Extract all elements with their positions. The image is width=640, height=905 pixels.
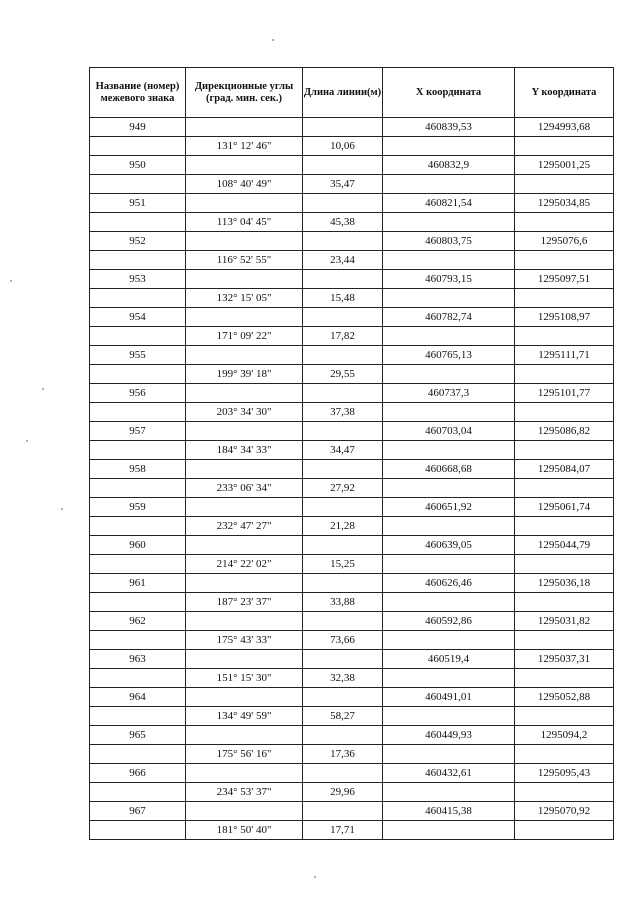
cell-line-length [303, 194, 383, 213]
cell-y-coordinate: 1295070,92 [515, 802, 614, 821]
cell-mark-name [90, 821, 186, 840]
table-row [90, 612, 614, 631]
cell-line-length: 17,82 [303, 327, 383, 346]
table-row [90, 764, 614, 783]
cell-y-coordinate: 1295086,82 [515, 422, 614, 441]
cell-mark-name [90, 137, 186, 156]
table-row [90, 707, 614, 726]
cell-mark-name [90, 707, 186, 726]
cell-mark-name [90, 289, 186, 308]
cell-line-length [303, 232, 383, 251]
header-x-coordinate: X координата [383, 68, 515, 118]
cell-line-length [303, 498, 383, 517]
cell-mark-name [90, 327, 186, 346]
cell-direction-angle: 134° 49' 59" [186, 707, 303, 726]
cell-x-coordinate [383, 327, 515, 346]
cell-y-coordinate [515, 517, 614, 536]
table-row [90, 688, 614, 707]
cell-mark-name: 962 [90, 612, 186, 631]
cell-line-length: 29,55 [303, 365, 383, 384]
cell-line-length [303, 802, 383, 821]
cell-direction-angle: 214° 22' 02" [186, 555, 303, 574]
cell-direction-angle [186, 764, 303, 783]
cell-mark-name [90, 175, 186, 194]
cell-x-coordinate: 460782,74 [383, 308, 515, 327]
cell-y-coordinate: 1295111,71 [515, 346, 614, 365]
cell-x-coordinate [383, 251, 515, 270]
cell-line-length [303, 612, 383, 631]
cell-line-length: 34,47 [303, 441, 383, 460]
cell-mark-name: 955 [90, 346, 186, 365]
cell-y-coordinate [515, 669, 614, 688]
cell-y-coordinate: 1295031,82 [515, 612, 614, 631]
scan-speck [10, 280, 12, 282]
table-row [90, 232, 614, 251]
cell-mark-name [90, 479, 186, 498]
cell-mark-name [90, 783, 186, 802]
cell-x-coordinate: 460639,05 [383, 536, 515, 555]
cell-mark-name [90, 251, 186, 270]
cell-y-coordinate: 1294993,68 [515, 118, 614, 137]
cell-x-coordinate: 460626,46 [383, 574, 515, 593]
table-row [90, 650, 614, 669]
cell-line-length: 32,38 [303, 669, 383, 688]
table-row [90, 479, 614, 498]
cell-line-length [303, 726, 383, 745]
cell-mark-name: 956 [90, 384, 186, 403]
cell-line-length [303, 574, 383, 593]
cell-line-length: 17,36 [303, 745, 383, 764]
cell-mark-name: 950 [90, 156, 186, 175]
cell-x-coordinate [383, 175, 515, 194]
table-row [90, 460, 614, 479]
cell-y-coordinate [515, 783, 614, 802]
cell-x-coordinate [383, 403, 515, 422]
cell-direction-angle: 234° 53' 37" [186, 783, 303, 802]
cell-direction-angle: 184° 34' 33" [186, 441, 303, 460]
table-row [90, 821, 614, 840]
table-row [90, 289, 614, 308]
cell-mark-name: 963 [90, 650, 186, 669]
scan-speck [272, 39, 274, 41]
cell-y-coordinate [515, 745, 614, 764]
cell-line-length: 15,25 [303, 555, 383, 574]
cell-x-coordinate [383, 517, 515, 536]
table-row [90, 783, 614, 802]
cell-mark-name: 964 [90, 688, 186, 707]
cell-y-coordinate [515, 137, 614, 156]
cell-direction-angle [186, 536, 303, 555]
cell-direction-angle: 232° 47' 27" [186, 517, 303, 536]
cell-y-coordinate: 1295037,31 [515, 650, 614, 669]
cell-line-length: 27,92 [303, 479, 383, 498]
table-row [90, 384, 614, 403]
cell-direction-angle: 116° 52' 55" [186, 251, 303, 270]
cell-x-coordinate: 460449,93 [383, 726, 515, 745]
cell-direction-angle: 151° 15' 30" [186, 669, 303, 688]
cell-x-coordinate [383, 745, 515, 764]
cell-y-coordinate [515, 251, 614, 270]
cell-x-coordinate: 460821,54 [383, 194, 515, 213]
cell-line-length: 17,71 [303, 821, 383, 840]
cell-x-coordinate: 460432,61 [383, 764, 515, 783]
cell-direction-angle: 203° 34' 30" [186, 403, 303, 422]
cell-direction-angle [186, 308, 303, 327]
cell-direction-angle [186, 346, 303, 365]
header-mark-name: Название (номер) межевого знака [90, 68, 186, 118]
cell-y-coordinate: 1295097,51 [515, 270, 614, 289]
cell-y-coordinate [515, 479, 614, 498]
cell-x-coordinate: 460793,15 [383, 270, 515, 289]
cell-y-coordinate [515, 213, 614, 232]
cell-mark-name: 954 [90, 308, 186, 327]
table-row [90, 118, 614, 137]
cell-x-coordinate: 460765,13 [383, 346, 515, 365]
cell-direction-angle [186, 726, 303, 745]
cell-line-length [303, 156, 383, 175]
cell-mark-name [90, 441, 186, 460]
table-row [90, 156, 614, 175]
scan-speck [26, 440, 28, 442]
cell-line-length: 45,38 [303, 213, 383, 232]
table-row [90, 422, 614, 441]
cell-direction-angle: 132° 15' 05" [186, 289, 303, 308]
cell-mark-name [90, 365, 186, 384]
cell-mark-name [90, 593, 186, 612]
scan-speck [42, 388, 44, 390]
cell-x-coordinate [383, 479, 515, 498]
cell-mark-name: 951 [90, 194, 186, 213]
cell-y-coordinate [515, 593, 614, 612]
cell-y-coordinate [515, 289, 614, 308]
cell-x-coordinate: 460839,53 [383, 118, 515, 137]
cell-y-coordinate [515, 707, 614, 726]
cell-line-length [303, 536, 383, 555]
table-row [90, 745, 614, 764]
cell-direction-angle [186, 270, 303, 289]
cell-direction-angle [186, 118, 303, 137]
cell-direction-angle: 113° 04' 45" [186, 213, 303, 232]
cell-mark-name: 957 [90, 422, 186, 441]
cell-mark-name: 966 [90, 764, 186, 783]
cell-mark-name: 952 [90, 232, 186, 251]
cell-direction-angle [186, 688, 303, 707]
cell-x-coordinate: 460703,04 [383, 422, 515, 441]
table-row [90, 365, 614, 384]
table-row [90, 555, 614, 574]
cell-mark-name: 953 [90, 270, 186, 289]
cell-line-length [303, 384, 383, 403]
table-row [90, 536, 614, 555]
cell-y-coordinate [515, 365, 614, 384]
cell-direction-angle [186, 802, 303, 821]
cell-mark-name [90, 517, 186, 536]
table-row [90, 593, 614, 612]
cell-y-coordinate [515, 555, 614, 574]
cell-x-coordinate [383, 137, 515, 156]
cell-y-coordinate: 1295044,79 [515, 536, 614, 555]
cell-direction-angle: 233° 06' 34" [186, 479, 303, 498]
cell-x-coordinate: 460519,4 [383, 650, 515, 669]
table-row [90, 517, 614, 536]
cell-y-coordinate: 1295094,2 [515, 726, 614, 745]
cell-direction-angle: 181° 50' 40" [186, 821, 303, 840]
cell-line-length: 58,27 [303, 707, 383, 726]
cell-direction-angle [186, 232, 303, 251]
table-row [90, 802, 614, 821]
cell-x-coordinate [383, 289, 515, 308]
cell-x-coordinate: 460592,86 [383, 612, 515, 631]
cell-direction-angle [186, 574, 303, 593]
cell-x-coordinate [383, 555, 515, 574]
cell-y-coordinate: 1295101,77 [515, 384, 614, 403]
table-header-row [90, 68, 614, 118]
cell-mark-name: 959 [90, 498, 186, 517]
table-row [90, 346, 614, 365]
table-row [90, 251, 614, 270]
header-direction-angle: Дирекционные углы (град. мин. сек.) [186, 68, 303, 118]
cell-y-coordinate [515, 327, 614, 346]
cell-y-coordinate: 1295034,85 [515, 194, 614, 213]
cell-line-length: 35,47 [303, 175, 383, 194]
table-row [90, 441, 614, 460]
cell-y-coordinate [515, 821, 614, 840]
cell-line-length [303, 460, 383, 479]
cell-x-coordinate [383, 669, 515, 688]
cell-mark-name: 960 [90, 536, 186, 555]
cell-direction-angle: 108° 40' 49" [186, 175, 303, 194]
scan-speck [314, 876, 316, 878]
cell-x-coordinate: 460803,75 [383, 232, 515, 251]
cell-y-coordinate: 1295061,74 [515, 498, 614, 517]
header-line-length: Длина линии(м) [303, 68, 383, 118]
cell-x-coordinate: 460737,3 [383, 384, 515, 403]
cell-mark-name: 958 [90, 460, 186, 479]
cell-line-length [303, 688, 383, 707]
cell-mark-name [90, 403, 186, 422]
cell-x-coordinate [383, 441, 515, 460]
cell-line-length [303, 422, 383, 441]
cell-x-coordinate: 460491,01 [383, 688, 515, 707]
scan-speck [61, 508, 63, 510]
table-row [90, 327, 614, 346]
cell-x-coordinate [383, 783, 515, 802]
cell-direction-angle: 131° 12' 46" [186, 137, 303, 156]
cell-line-length: 23,44 [303, 251, 383, 270]
cell-y-coordinate: 1295108,97 [515, 308, 614, 327]
cell-line-length: 33,88 [303, 593, 383, 612]
cell-line-length [303, 764, 383, 783]
table-row [90, 137, 614, 156]
cell-direction-angle [186, 384, 303, 403]
cell-y-coordinate [515, 403, 614, 422]
cell-y-coordinate [515, 441, 614, 460]
cell-x-coordinate [383, 631, 515, 650]
cell-direction-angle [186, 460, 303, 479]
cell-x-coordinate [383, 707, 515, 726]
cell-x-coordinate [383, 821, 515, 840]
cell-y-coordinate: 1295084,07 [515, 460, 614, 479]
cell-direction-angle: 175° 43' 33" [186, 631, 303, 650]
boundary-marks-table [89, 67, 614, 840]
cell-direction-angle [186, 194, 303, 213]
cell-line-length: 37,38 [303, 403, 383, 422]
cell-x-coordinate: 460415,38 [383, 802, 515, 821]
cell-y-coordinate [515, 175, 614, 194]
header-y-coordinate: Y координата [515, 68, 614, 118]
cell-line-length [303, 118, 383, 137]
table-row [90, 631, 614, 650]
table-row [90, 726, 614, 745]
cell-x-coordinate: 460651,92 [383, 498, 515, 517]
cell-line-length [303, 650, 383, 669]
table-row [90, 498, 614, 517]
cell-y-coordinate: 1295076,6 [515, 232, 614, 251]
cell-line-length [303, 308, 383, 327]
cell-line-length: 15,48 [303, 289, 383, 308]
cell-mark-name [90, 213, 186, 232]
cell-y-coordinate: 1295095,43 [515, 764, 614, 783]
table-row [90, 403, 614, 422]
cell-line-length: 21,28 [303, 517, 383, 536]
cell-direction-angle: 187° 23' 37" [186, 593, 303, 612]
cell-direction-angle: 171° 09' 22" [186, 327, 303, 346]
cell-direction-angle: 175° 56' 16" [186, 745, 303, 764]
table-row [90, 308, 614, 327]
cell-line-length: 73,66 [303, 631, 383, 650]
cell-mark-name: 967 [90, 802, 186, 821]
cell-x-coordinate: 460668,68 [383, 460, 515, 479]
cell-direction-angle [186, 498, 303, 517]
cell-line-length [303, 270, 383, 289]
cell-line-length [303, 346, 383, 365]
table-row [90, 213, 614, 232]
cell-direction-angle [186, 156, 303, 175]
table-row [90, 574, 614, 593]
cell-mark-name [90, 631, 186, 650]
cell-x-coordinate [383, 593, 515, 612]
cell-mark-name: 961 [90, 574, 186, 593]
cell-direction-angle: 199° 39' 18" [186, 365, 303, 384]
cell-x-coordinate [383, 365, 515, 384]
cell-mark-name [90, 745, 186, 764]
cell-x-coordinate: 460832,9 [383, 156, 515, 175]
table-row [90, 194, 614, 213]
cell-y-coordinate: 1295036,18 [515, 574, 614, 593]
cell-mark-name: 965 [90, 726, 186, 745]
table-row [90, 270, 614, 289]
cell-mark-name [90, 555, 186, 574]
table-row [90, 175, 614, 194]
cell-x-coordinate [383, 213, 515, 232]
cell-direction-angle [186, 612, 303, 631]
table-body [90, 118, 614, 840]
cell-mark-name: 949 [90, 118, 186, 137]
cell-mark-name [90, 669, 186, 688]
cell-line-length: 10,06 [303, 137, 383, 156]
cell-direction-angle [186, 422, 303, 441]
cell-y-coordinate: 1295001,25 [515, 156, 614, 175]
cell-y-coordinate [515, 631, 614, 650]
table-row [90, 669, 614, 688]
cell-y-coordinate: 1295052,88 [515, 688, 614, 707]
cell-direction-angle [186, 650, 303, 669]
cell-line-length: 29,96 [303, 783, 383, 802]
